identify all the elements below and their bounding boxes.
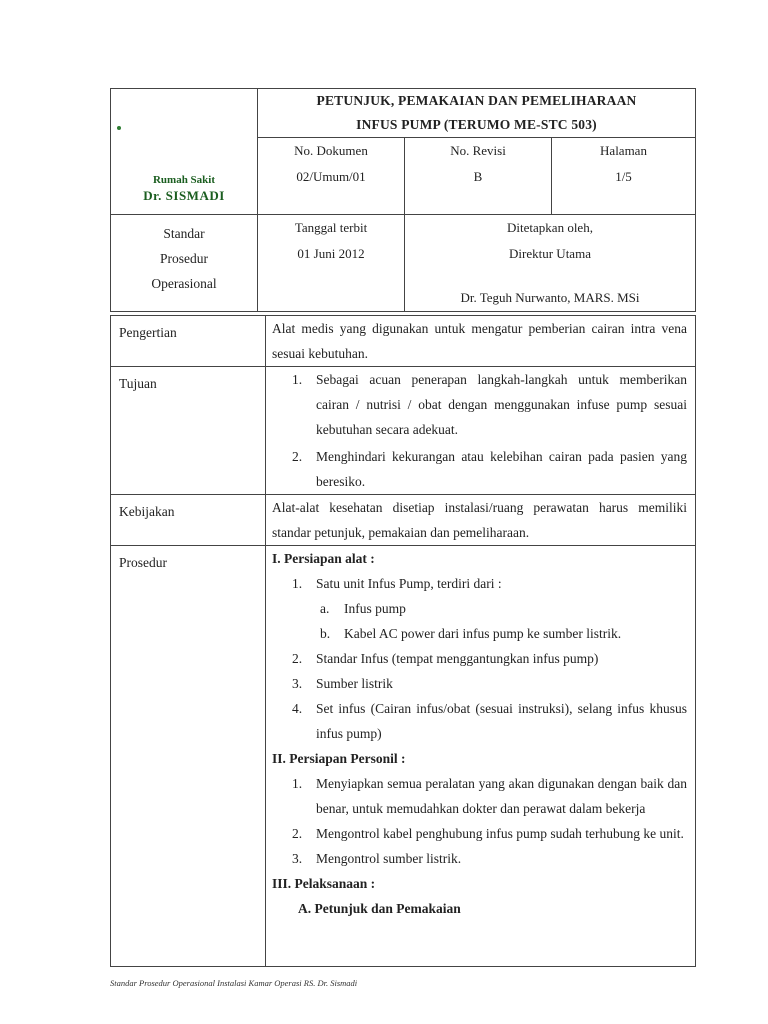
document-title-cell (258, 89, 696, 138)
list-item-text: Mengontrol kabel penghubung infus pump sudah terhubung ke unit. (316, 826, 684, 841)
doc-number-label: No. Dokumen (294, 143, 368, 158)
hospital-name: Dr. SISMADI (143, 188, 225, 203)
list-item-text: Infus pump (344, 601, 406, 616)
sop-line-2: Prosedur (160, 251, 208, 266)
list-item (292, 367, 687, 442)
list-item (272, 846, 687, 871)
tujuan-label: Tujuan (111, 367, 266, 495)
hospital-label: Rumah Sakit (152, 174, 216, 186)
list-item-text: Menghindari kekurangan atau kelebihan cairan pada pasien yang beresiko. (316, 449, 687, 489)
kebijakan-text: Alat-alat kesehatan disetiap instalasi/ruang perawatan harus memiliki standar petunjuk, pemakaian dan pemeliharaan. (266, 495, 696, 546)
kebijakan-label: Kebijakan (111, 495, 266, 546)
section-heading: I. Persiapan alat : (272, 551, 375, 566)
document-header-table (110, 88, 696, 312)
list-item (272, 646, 687, 671)
subsection-heading: A. Petunjuk dan Pemakaian (298, 901, 461, 916)
issue-date-cell (258, 215, 405, 312)
pengertian-label: Pengertian (111, 316, 266, 367)
procedure-table (110, 315, 696, 967)
list-number: 3. (292, 851, 303, 866)
list-item-text: Menyiapkan semua peralatan yang akan digunakan dengan baik dan benar, untuk memudahkan dokter dan perawat dalam bekerja (316, 776, 687, 816)
logo-mark-icon (117, 126, 121, 130)
approver-name: Dr. Teguh Nurwanto, MARS. MSi (460, 290, 640, 305)
section-heading: III. Pelaksanaan : (272, 876, 376, 891)
document-title-line-1: PETUNJUK, PEMAKAIAN DAN PEMELIHARAAN (316, 93, 637, 108)
list-item (272, 696, 687, 746)
list-number: 2. (292, 826, 303, 841)
issue-date-value: 01 Juni 2012 (297, 246, 365, 261)
list-item-text: Sebagai acuan penerapan langkah-langkah untuk memberikan cairan / nutrisi / obat dengan menggunakan infuse pump sesuai kebutuhan secara adekuat. (316, 372, 687, 437)
list-number: 2. (292, 449, 303, 464)
prosedur-content (266, 546, 696, 967)
doc-number-cell (258, 138, 405, 215)
document-title-line-2: INFUS PUMP (TERUMO ME-STC 503) (356, 117, 597, 132)
list-number: 1. (292, 776, 303, 791)
list-item-text: Set infus (Cairan infus/obat (sesuai instruksi), selang infus khusus infus pump) (316, 701, 687, 741)
sop-line-3: Operasional (151, 276, 217, 291)
list-item-text: Standar Infus (tempat menggantungkan infus pump) (316, 651, 599, 666)
pengertian-text: Alat medis yang digunakan untuk mengatur pemberian cairan intra vena sesuai kebutuhan. (266, 316, 696, 367)
list-item (272, 771, 687, 821)
list-item (292, 444, 687, 494)
tujuan-content (266, 367, 696, 495)
sop-label-cell (111, 215, 258, 312)
prosedur-label: Prosedur (111, 546, 266, 967)
sop-line-1: Standar (163, 226, 205, 241)
revision-label: No. Revisi (450, 143, 506, 158)
list-number: 4. (292, 701, 303, 716)
list-number: b. (320, 626, 331, 641)
revision-cell (405, 138, 552, 215)
list-item (272, 571, 687, 596)
page-value: 1/5 (615, 169, 632, 184)
list-item-text: Sumber listrik (316, 676, 393, 691)
list-number: 2. (292, 651, 303, 666)
list-number: 1. (292, 372, 303, 387)
approval-label: Ditetapkan oleh, (507, 220, 593, 235)
list-item-text: Mengontrol sumber listrik. (316, 851, 462, 866)
page-label: Halaman (600, 143, 647, 158)
page-cell (552, 138, 696, 215)
list-item-text: Satu unit Infus Pump, terdiri dari : (316, 576, 502, 591)
doc-number-value: 02/Umum/01 (296, 169, 366, 184)
revision-value: B (473, 169, 483, 184)
list-number: a. (320, 601, 330, 616)
section-heading: II. Persiapan Personil : (272, 751, 406, 766)
issue-date-label: Tanggal terbit (294, 220, 368, 235)
list-item (272, 821, 687, 846)
list-number: 3. (292, 676, 303, 691)
list-item-text: Kabel AC power dari infus pump ke sumber listrik. (344, 626, 622, 641)
list-item (272, 621, 687, 646)
page-footer: Standar Prosedur Operasional Instalasi Kamar Operasi RS. Dr. Sismadi (110, 978, 358, 988)
list-number: 1. (292, 576, 303, 591)
list-item (272, 596, 687, 621)
list-item (272, 671, 687, 696)
hospital-logo-cell (111, 89, 258, 215)
approver-role: Direktur Utama (509, 246, 591, 261)
approval-cell (405, 215, 696, 312)
